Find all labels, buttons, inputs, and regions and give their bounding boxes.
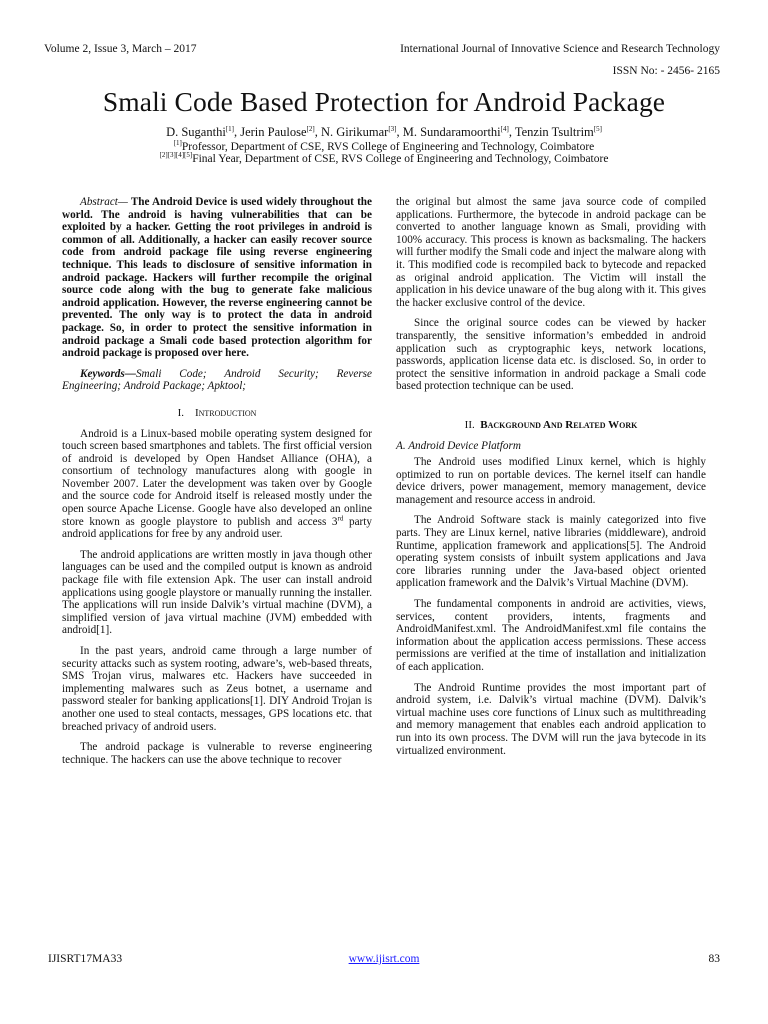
left-column [62, 196, 372, 774]
author-name: , N. Girikumar [314, 125, 389, 139]
footer-paper-id: IJISRT17MA33 [48, 953, 123, 965]
paragraph: Android is a Linux-based mobile operating system designed for touch screen based smartphones and tablets. The first official version of android is developed by Open Handset Alliance (OHA), a consortium of technology manufactures along with google in November 2007. Later the development was taken over by Google and the source code for Android itself is released mostly under the open source Apache License. Google have also developed an online store known as google playstore to publish and access 3rd party android applications for free by any android user. [62, 427, 372, 541]
keywords: Keywords—Smali Code; Android Security; Reverse Engineering; Android Package; Apktool; [62, 367, 372, 393]
abstract: Abstract— The Android Device is used widely throughout the world. The android is having vulnerabilities that can be exploited by a hacker. Getting the root privileges in android is common of all. Additionally, a hacker can easily recover source code from android package file using reverse engineering technique. This leads to disclosure of sensitive information in android package. Hackers will further recompile the original source code along with the bug to generate fake malicious android application. However, the reverse engineering cannot be prevented. The only way is to protect the data in android package. So, in order to protect the sensitive information in android package a Smali code based protection algorithm for android package is proposed over here. [62, 196, 372, 360]
section-heading-introduction: I. Introduction [177, 406, 257, 419]
affiliation-professor: [1]Professor, Department of CSE, RVS College of Engineering and Technology, Coimbatore [173, 139, 595, 153]
header-issn: ISSN No: - 2456- 2165 [612, 65, 720, 77]
author-ref: [3] [388, 124, 397, 133]
paragraph: In the past years, android came through a large number of security attacks such as system rooting, adware’s, web-based threats, SMS Trojan virus, malwares etc. Hackers have succeeded in implementing malwares such as Zeus botnet, a username and password stealer for banking applications[1]. DIY Android Trojan is another one used to steal contacts, messages, GPS locations etc. that breached privacy of android users. [62, 645, 372, 733]
section-heading-background: II. Background And Related Work [464, 418, 638, 431]
author-name: , M. Sundaramoorthi [396, 125, 501, 139]
paragraph: The Android Software stack is mainly categorized into five parts. They are Linux kernel, native libraries (middleware), android Runtime, application framework and applications[5]. The Android operating system consists of inbuilt system applications and Java core libraries running under the Java-based object oriented application framework and the Dalvik’s Virtual Machine (DVM). [396, 514, 706, 590]
header-journal: International Journal of Innovative Science and Research Technology [400, 43, 720, 55]
paper-title: Smali Code Based Protection for Android Package [102, 86, 666, 117]
author-ref: [2] [306, 124, 315, 133]
paragraph: Since the original source codes can be viewed by hacker transparently, the sensitive information’s embedded in android application such as cryptographic keys, network locations, passwords, application license data etc. is disclosed. So, in order to protect the sensitive information in android package a Smali code based protection technique can be used. [396, 317, 706, 393]
paragraph: The Android uses modified Linux kernel, which is highly optimized to run on portable devices. The kernel itself can handle device drivers, power management, memory management, device management and resource access in android. [396, 456, 706, 506]
paragraph: The Android Runtime provides the most important part of android system, i.e. Dalvik’s virtual machine (DVM). Dalvik’s virtual machine uses core functions of Linux such as multithreading and memory management that enables each android application to run into its own process. The DVM will run the java bytecode in its virtualized environment. [396, 681, 706, 757]
paragraph: the original but almost the same java source code of compiled applications. Furthermore, the bytecode in android package can be converted to another language known as Smali, providing with 100% accuracy. This process is known as backsmaling. The hackers will further modify the Smali code and inject the malware along with it. This modified code is recompiled back to bytecode and repacked as original android application. The Victim will install the application in his device unaware of the bug along with it. This gives the hacker exclusive control of the device. [396, 196, 706, 309]
author-list [0, 124, 768, 141]
paragraph: The android package is vulnerable to reverse engineering technique. The hackers can use the above technique to recover [62, 741, 372, 766]
author-ref: [1] [225, 124, 234, 133]
author-ref: [4] [500, 124, 509, 133]
header-volume: Volume 2, Issue 3, March – 2017 [44, 43, 197, 55]
paragraph: The android applications are written mostly in java though other languages can be used and the compiled output is known as android package file with file extension Apk. The user can install android applications using google playstore or manually running the installer. The applications will run inside Dalvik’s virtual machine (DVM), a simplified version of java virtual machine (JVM) embedded with android[1]. [62, 548, 372, 637]
paragraph: The fundamental components in android are activities, views, services, content providers, intents, fragments and AndroidManifest.xml. The AndroidManifest.xml file contains the information about the application access permissions. These access permissions are verified at the time of installation and initialization of each application. [396, 598, 706, 673]
author-name: D. Suganthi [166, 125, 226, 139]
right-column [396, 196, 706, 765]
journal-link[interactable]: www.ijisrt.com [348, 953, 420, 965]
subsection-heading: A. Android Device Platform [396, 439, 521, 452]
author-name: , Jerin Paulose [233, 125, 307, 139]
page-number: 83 [708, 953, 720, 965]
author-name: , Tenzin Tsultrim [508, 125, 594, 139]
author-ref: [5] [593, 124, 602, 133]
affiliation-students: [2][3][4][5]Final Year, Department of CSE, RVS College of Engineering and Technology, Coimbatore [159, 151, 609, 165]
footer-url [0, 953, 768, 965]
